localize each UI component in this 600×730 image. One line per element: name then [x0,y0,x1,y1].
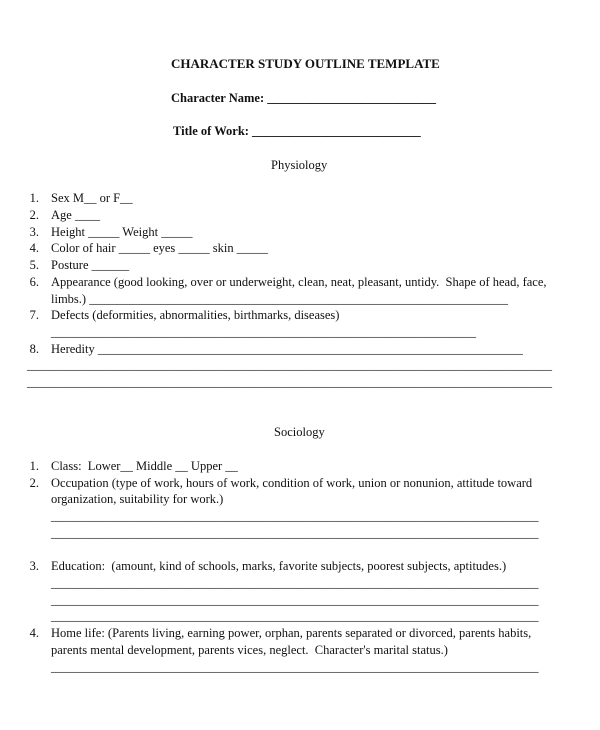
list-number: 3. [29,559,39,573]
physiology-height-weight: Height _____ Weight _____ [51,225,193,239]
physiology-defects: Defects (deformities, abnormalities, birthmarks, diseases) [51,308,340,322]
sociology-education-line: ______________________________________________________________________________ [51,576,539,590]
sociology-education-line: ______________________________________________________________________________ [51,609,539,623]
list-number: 8. [29,342,39,356]
sociology-education-line: ______________________________________________________________________________ [51,593,539,607]
character-name-field: Character Name: ___________________________ [171,91,437,105]
sociology-class: Class: Lower__ Middle __ Upper __ [51,459,238,473]
list-number: 6. [29,275,39,289]
list-number: 2. [29,476,39,490]
sociology-education: Education: (amount, kind of schools, marks, favorite subjects, poorest subjects, aptitudes.) [51,559,507,573]
list-number: 4. [29,626,39,640]
physiology-extra-line: ____________________________________________________________________________________ [27,375,552,389]
sociology-occupation-line: ______________________________________________________________________________ [51,526,539,540]
physiology-defects-line: ____________________________________________________________________ [51,325,476,339]
physiology-extra-line: ____________________________________________________________________________________ [27,358,552,372]
physiology-appearance: Appearance (good looking, over or underweight, clean, neat, pleasant, untidy. Shape of head, face, [51,275,547,289]
physiology-appearance-line: limbs.) ___________________________________________________________________ [51,292,508,306]
sociology-home-life-line: ______________________________________________________________________________ [51,660,539,674]
document-title: CHARACTER STUDY OUTLINE TEMPLATE [171,56,440,71]
list-number: 3. [29,225,39,239]
section-heading-sociology: Sociology [274,425,325,439]
sociology-occupation: Occupation (type of work, hours of work, condition of work, union or nonunion, attitude toward [51,476,533,490]
physiology-posture: Posture ______ [51,258,130,272]
list-number: 4. [29,241,39,255]
sociology-occupation-line: ______________________________________________________________________________ [51,509,539,523]
sociology-home-life-cont: parents mental development, parents vices, neglect. Character's marital status.) [51,643,448,657]
sociology-home-life: Home life: (Parents living, earning power, orphan, parents separated or divorced, parents habits, [51,626,532,640]
physiology-heredity: Heredity ____________________________________________________________________ [51,342,523,356]
physiology-sex: Sex M__ or F__ [51,191,133,205]
list-number: 5. [29,258,39,272]
list-number: 7. [29,308,39,322]
list-number: 2. [29,208,39,222]
sociology-occupation-cont: organization, suitability for work.) [51,492,224,506]
physiology-age: Age ____ [51,208,100,222]
title-of-work-field: Title of Work: ___________________________ [173,124,421,138]
section-heading-physiology: Physiology [271,158,328,172]
list-number: 1. [29,191,39,205]
list-number: 1. [29,459,39,473]
physiology-coloring: Color of hair _____ eyes _____ skin _____ [51,241,268,255]
